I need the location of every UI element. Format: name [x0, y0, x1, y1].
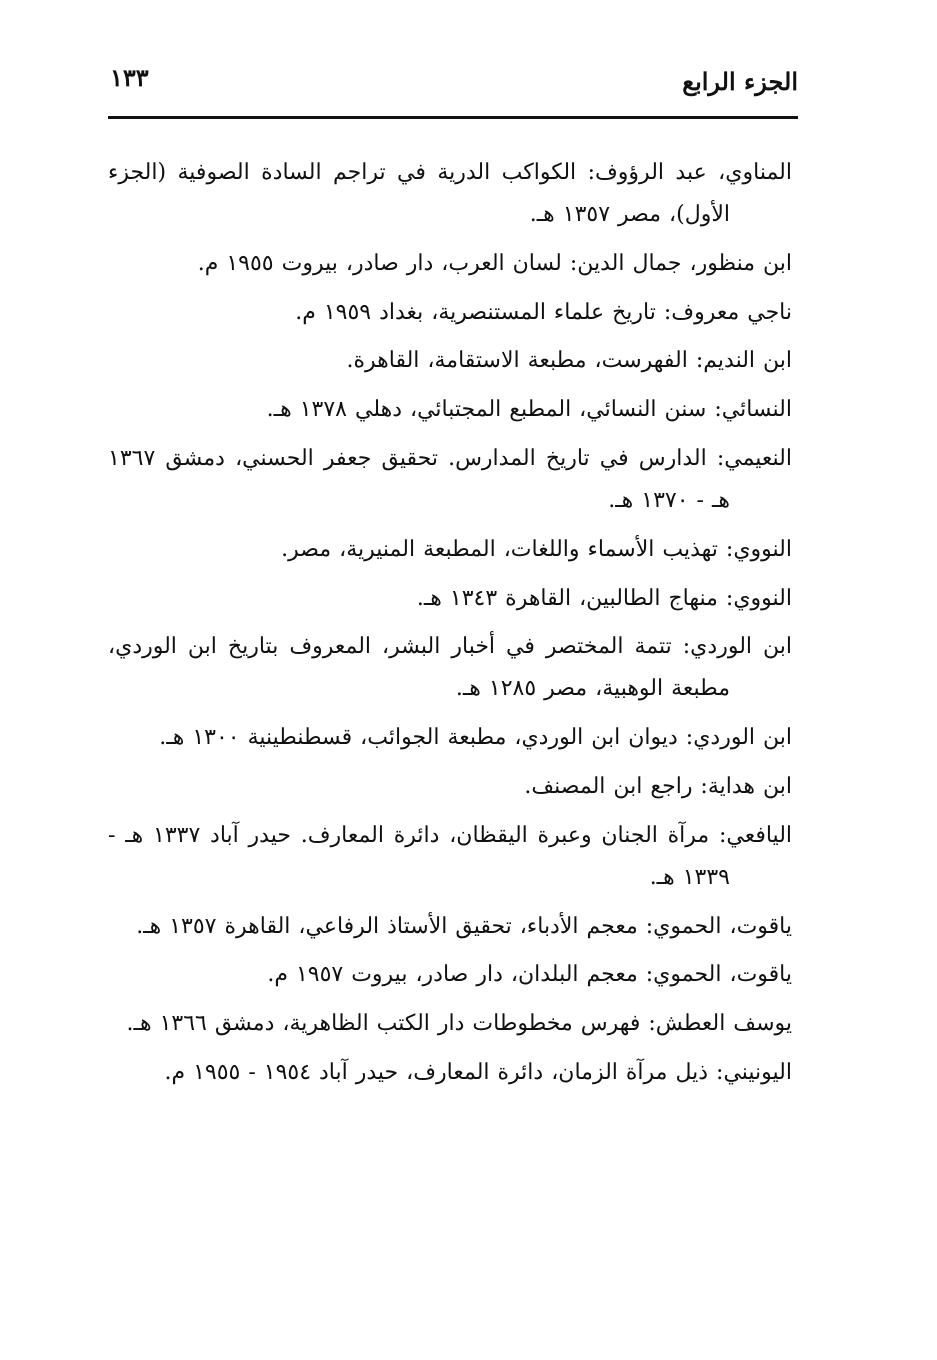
bibliography-entry: ابن هداية: راجع ابن المصنف. [524, 773, 792, 799]
bibliography-entry: يوسف العطش: فهرس مخطوطات دار الكتب الظاهرية، دمشق ١٣٦٦ هـ. [126, 1011, 792, 1037]
bibliography-entry: اليونيني: ذيل مرآة الزمان، دائرة المعارف، حيدر آباد ١٩٥٤ - ١٩٥٥ م. [164, 1059, 792, 1085]
bibliography-entry: ياقوت، الحموي: معجم البلدان، دار صادر، بيروت ١٩٥٧ م. [267, 962, 792, 988]
bibliography-entry: النووي: تهذيب الأسماء واللغات، المطبعة المنيرية، مصر. [281, 536, 792, 562]
bibliography-entry: اليافعي: مرآة الجنان وعبرة اليقظان، دائرة المعارف. حيدر آباد ١٣٣٧ هـ - ١٣٣٩ هـ. [108, 822, 793, 890]
header-divider [108, 116, 798, 119]
bibliography-entry: النعيمي: الدارس في تاريخ المدارس. تحقيق جعفر الحسني، دمشق ١٣٦٧ هـ - ١٣٧٠ هـ. [108, 445, 792, 513]
bibliography-entry: ابن النديم: الفهرست، مطبعة الاستقامة، القاهرة. [346, 348, 792, 374]
bibliography-entry: ابن منظور، جمال الدين: لسان العرب، دار صادر، بيروت ١٩٥٥ م. [197, 250, 792, 276]
bibliography-list [108, 152, 792, 1101]
bibliography-entry: ابن الوردي: تتمة المختصر في أخبار البشر، المعروف بتاريخ ابن الوردي، مطبعة الوهبية، مصر ١٢٨٥ هـ. [108, 634, 792, 702]
bibliography-entry: ابن الوردي: ديوان ابن الوردي، مطبعة الجوائب، قسطنطينية ١٣٠٠ هـ. [159, 725, 792, 751]
running-title: الجزء الرابع [682, 67, 798, 96]
bibliography-entry: ياقوت، الحموي: معجم الأدباء، تحقيق الأستاذ الرفاعي، القاهرة ١٣٥٧ هـ. [136, 913, 792, 939]
bibliography-entry: النسائي: سنن النسائي، المطبع المجتبائي، دهلي ١٣٧٨ هـ. [266, 397, 792, 423]
bibliography-entry: النووي: منهاج الطالبين، القاهرة ١٣٤٣ هـ. [416, 585, 792, 611]
bibliography-entry: ناجي معروف: تاريخ علماء المستنصرية، بغداد ١٩٥٩ م. [295, 299, 792, 325]
page-header [108, 62, 798, 102]
bibliography-entry: المناوي، عبد الرؤوف: الكواكب الدرية في تراجم السادة الصوفية (الجزء الأول)، مصر ١٣٥٧ هـ. [108, 160, 792, 227]
page-number: ١٣٣ [110, 63, 149, 92]
